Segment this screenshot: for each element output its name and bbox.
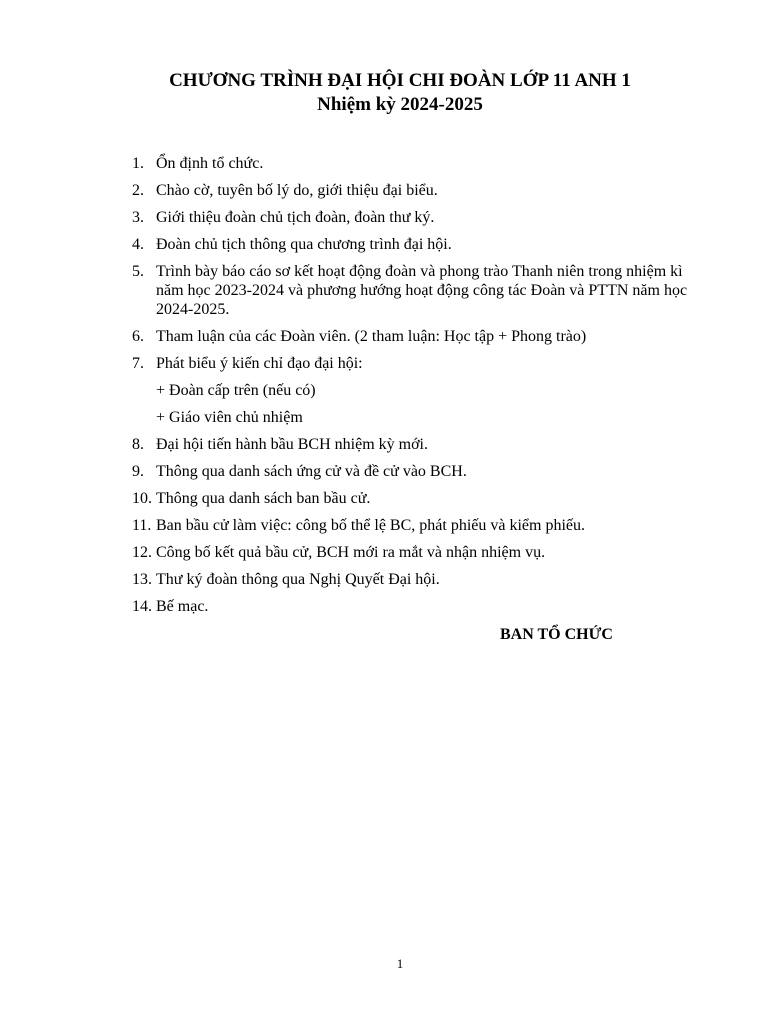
agenda-item: [132, 154, 697, 173]
agenda-item-number: 7.: [132, 355, 144, 372]
agenda-item-text: Tham luận của các Đoàn viên. (2 tham luận: Học tập + Phong trào): [156, 328, 587, 345]
agenda-item: [132, 489, 697, 508]
agenda-item-text: Thông qua danh sách ứng cử và đề cử vào BCH.: [156, 463, 467, 480]
agenda-item-text: Thư ký đoàn thông qua Nghị Quyết Đại hội.: [156, 571, 440, 588]
agenda-item-text: Ban bầu cử làm việc: công bố thể lệ BC, phát phiếu và kiểm phiếu.: [156, 517, 586, 534]
agenda-item-number: 6.: [132, 328, 144, 345]
agenda-item-number: 10.: [132, 490, 152, 507]
agenda-item-text: Thông qua danh sách ban bầu cử.: [156, 490, 371, 507]
agenda-sub-item: [132, 408, 697, 427]
agenda-item: [132, 235, 697, 254]
agenda-item: [132, 543, 697, 562]
agenda-sub-item: [132, 381, 697, 400]
agenda-item: [132, 516, 697, 535]
agenda-item: [132, 570, 697, 589]
agenda-sub-item-text: + Đoàn cấp trên (nếu có): [156, 382, 316, 399]
agenda-item: [132, 354, 697, 373]
agenda-item: [132, 181, 697, 200]
agenda-item: [132, 208, 697, 227]
agenda-item-number: 3.: [132, 209, 144, 226]
agenda-item: [132, 262, 697, 319]
agenda-item: [132, 462, 697, 481]
agenda-item-number: 9.: [132, 463, 144, 480]
agenda-item-text: Giới thiệu đoàn chủ tịch đoàn, đoàn thư ký.: [156, 209, 435, 226]
agenda-item-number: 5.: [132, 263, 144, 280]
document-title: CHƯƠNG TRÌNH ĐẠI HỘI CHI ĐOÀN LỚP 11 ANH 1: [169, 70, 631, 91]
agenda-item-number: 13.: [132, 571, 152, 588]
agenda-item-text: Chào cờ, tuyên bố lý do, giới thiệu đại biểu.: [156, 182, 438, 199]
agenda-item-text: Trình bày báo cáo sơ kết hoạt động đoàn và phong trào Thanh niên trong nhiệm kì năm học 2023-2024 và phương hướng hoạt động công tác Đoàn và PTTN năm học 2024-2025.: [156, 263, 688, 318]
agenda-item-number: 12.: [132, 544, 152, 561]
agenda-item-text: Ổn định tổ chức.: [156, 155, 264, 172]
document-subtitle-term: Nhiệm kỳ 2024-2025: [317, 94, 483, 115]
agenda-item-number: 2.: [132, 182, 144, 199]
page-number: 1: [396, 956, 404, 971]
agenda-item: [132, 597, 697, 616]
agenda-item-text: Đoàn chủ tịch thông qua chương trình đại hội.: [156, 236, 452, 253]
agenda-item-number: 8.: [132, 436, 144, 453]
agenda-item-number: 4.: [132, 236, 144, 253]
organizing-committee-signature: BAN TỔ CHỨC: [500, 626, 613, 643]
agenda-sub-item-text: + Giáo viên chủ nhiệm: [156, 409, 303, 426]
agenda-item-number: 1.: [132, 155, 144, 172]
agenda-item-number: 11.: [132, 517, 152, 534]
agenda-item: [132, 435, 697, 454]
agenda-item-text: Bế mạc.: [156, 598, 209, 615]
agenda-item-text: Phát biểu ý kiến chỉ đạo đại hội:: [156, 355, 363, 372]
agenda-list: [132, 154, 697, 624]
agenda-item-text: Đại hội tiến hành bầu BCH nhiệm kỳ mới.: [156, 436, 428, 453]
agenda-item: [132, 327, 697, 346]
agenda-item-number: 14.: [132, 598, 152, 615]
agenda-item-text: Công bố kết quả bầu cử, BCH mới ra mắt và nhận nhiệm vụ.: [156, 544, 546, 561]
